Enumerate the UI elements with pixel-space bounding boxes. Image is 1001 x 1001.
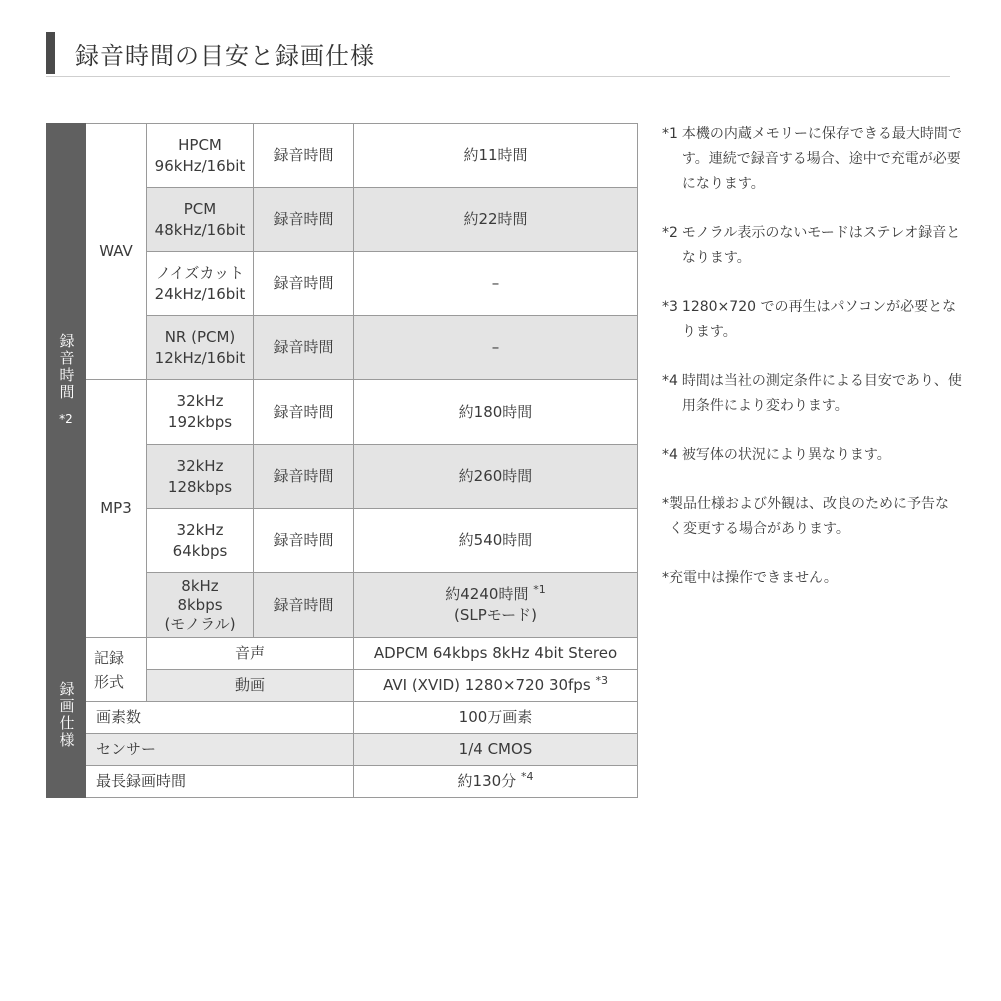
footnote-mark: *3 bbox=[595, 674, 608, 687]
value-cell: 約11時間 bbox=[354, 124, 638, 188]
footnotes bbox=[662, 122, 962, 615]
page-title: 録音時間の目安と録画仕様 bbox=[75, 42, 375, 70]
type-cell: 録音時間 bbox=[254, 316, 354, 380]
sensor-value: 1/4 CMOS bbox=[354, 734, 638, 766]
video-value: AVI (XVID) 1280×720 30fps $^{*3}$ bbox=[354, 670, 638, 702]
footnote-mark: *1 bbox=[533, 583, 546, 596]
value-cell: 約540時間 bbox=[354, 509, 638, 573]
mode-cell: 32kHz 128kbps bbox=[147, 445, 254, 509]
value-cell: 約180時間 bbox=[354, 380, 638, 445]
table-row bbox=[47, 380, 638, 445]
type-cell: 録音時間 bbox=[254, 124, 354, 188]
section-header bbox=[46, 32, 950, 77]
table-row bbox=[47, 702, 638, 734]
pixels-value: 100万画素 bbox=[354, 702, 638, 734]
mode-cell: 8kHz 8kbps (モノラル) bbox=[147, 573, 254, 638]
mp3-label: MP3 bbox=[86, 380, 147, 638]
audio-value: ADPCM 64kbps 8kHz 4bit Stereo bbox=[354, 638, 638, 670]
value-cell: 約22時間 bbox=[354, 188, 638, 252]
title-accent-bar bbox=[46, 32, 55, 74]
type-cell: 録音時間 bbox=[254, 380, 354, 445]
footnote-mark: *4 bbox=[520, 770, 534, 783]
table-row bbox=[47, 124, 638, 188]
max-rec-label: 最長録画時間 bbox=[86, 766, 354, 798]
mode-cell: 32kHz 64kbps bbox=[147, 509, 254, 573]
footnote-item: * 製品仕様および外観は、改良のために予告なく変更する場合があります。 bbox=[662, 496, 949, 537]
video-spec-side-label: 録画仕様 bbox=[47, 638, 86, 798]
max-rec-value: 約130分 $^{*4}$ bbox=[354, 766, 638, 798]
audio-label: 音声 bbox=[147, 638, 354, 670]
sensor-label: センサー bbox=[86, 734, 354, 766]
wav-label: WAV bbox=[86, 124, 147, 380]
footnote-item: *2 モノラル表示のないモードはステレオ録音となります。 bbox=[662, 225, 961, 266]
video-label: 動画 bbox=[147, 670, 354, 702]
footnote-item: *1 本機の内蔵メモリーに保存できる最大時間です。連続で録音する場合、途中で充電が必要になります。 bbox=[662, 126, 962, 192]
value-cell: 約4240時間 $^{*1}$ (SLPモード) bbox=[354, 573, 638, 638]
value-cell: 約260時間 bbox=[354, 445, 638, 509]
pixels-label: 画素数 bbox=[86, 702, 354, 734]
value-cell: – bbox=[354, 316, 638, 380]
type-cell: 録音時間 bbox=[254, 252, 354, 316]
mode-cell: HPCM 96kHz/16bit bbox=[147, 124, 254, 188]
type-cell: 録音時間 bbox=[254, 509, 354, 573]
type-cell: 録音時間 bbox=[254, 188, 354, 252]
mode-cell: PCM 48kHz/16bit bbox=[147, 188, 254, 252]
mode-cell: 32kHz 192kbps bbox=[147, 380, 254, 445]
value-cell: – bbox=[354, 252, 638, 316]
footnote-item: * 充電中は操作できません。 bbox=[662, 570, 838, 586]
format-label: 記録 形式 bbox=[86, 638, 147, 702]
footnote-item: *4 時間は当社の測定条件による目安であり、使用条件により変わります。 bbox=[662, 373, 962, 414]
footnote-item: *3 1280×720 での再生はパソコンが必要となります。 bbox=[662, 299, 957, 340]
mode-cell: NR (PCM) 12kHz/16bit bbox=[147, 316, 254, 380]
table-row bbox=[47, 766, 638, 798]
mode-cell: ノイズカット 24kHz/16bit bbox=[147, 252, 254, 316]
rec-time-side-label: 録音時間 *2 bbox=[47, 124, 86, 638]
footnote-item: *4 被写体の状況により異なります。 bbox=[662, 447, 891, 463]
type-cell: 録音時間 bbox=[254, 573, 354, 638]
spec-table bbox=[46, 123, 638, 798]
type-cell: 録音時間 bbox=[254, 445, 354, 509]
table-row bbox=[47, 734, 638, 766]
table-row bbox=[47, 638, 638, 670]
